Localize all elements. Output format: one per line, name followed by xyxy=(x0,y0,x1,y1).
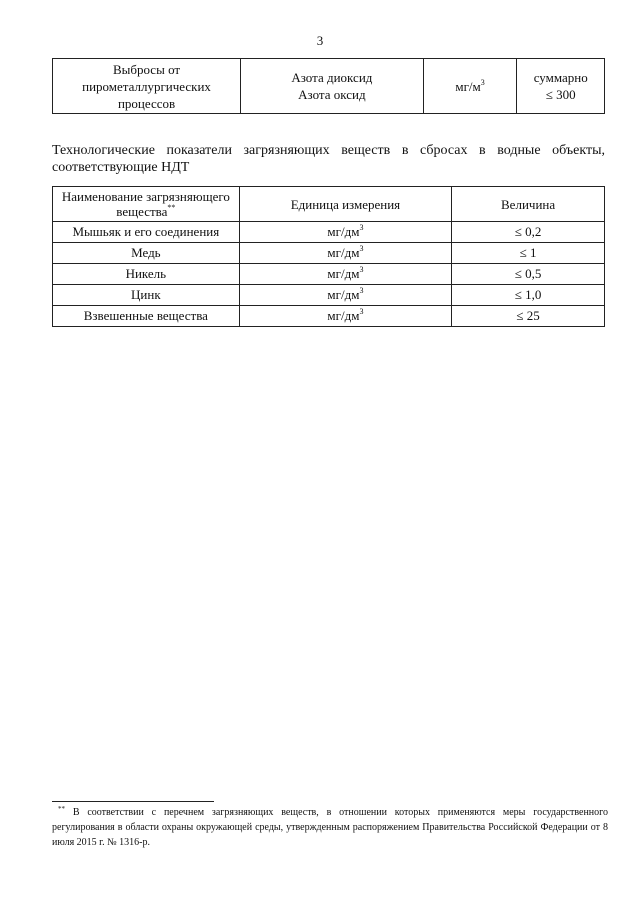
unit-base: мг/дм xyxy=(327,224,360,239)
substance-name-cell: Мышьяк и его соединения xyxy=(53,222,240,243)
value-limit: ≤ 300 xyxy=(545,87,576,102)
substance-cell xyxy=(241,59,424,114)
emission-source-cell: Выбросы от пирометаллургических процессов xyxy=(53,59,241,114)
unit-exponent: 3 xyxy=(359,286,364,295)
unit-cell xyxy=(239,222,451,243)
unit-exponent: 3 xyxy=(359,244,364,253)
page-number: 3 xyxy=(316,33,324,48)
unit-base: мг/дм xyxy=(327,266,360,281)
header-name-text: Наименование загрязняющего вещества xyxy=(61,189,230,219)
footnote-ref: ** xyxy=(167,203,176,212)
substance-name-cell: Никель xyxy=(53,264,240,285)
substance-name: Азота диоксид xyxy=(291,70,373,85)
unit-base: мг/дм xyxy=(327,245,360,260)
unit-exponent: 3 xyxy=(359,307,364,316)
unit-cell xyxy=(423,59,517,114)
unit-base: мг/дм xyxy=(327,287,360,302)
value-cell: ≤ 0,5 xyxy=(452,264,605,285)
table-row xyxy=(53,264,605,285)
table-header-row xyxy=(53,187,605,222)
unit-exponent: 3 xyxy=(480,77,485,87)
unit-cell xyxy=(239,264,451,285)
substance-name-cell: Медь xyxy=(53,243,240,264)
value-qualifier: суммарно xyxy=(533,70,588,85)
unit-cell xyxy=(239,285,451,306)
section-heading: Технологические показатели загрязняющих веществ в сбросах в водные объекты, соответствующие НДТ xyxy=(52,143,605,175)
table-row xyxy=(53,285,605,306)
value-cell xyxy=(517,59,605,114)
unit-base: мг/м xyxy=(455,78,481,94)
unit-base: мг/дм xyxy=(327,308,360,323)
discharge-table xyxy=(52,186,605,327)
value-cell: ≤ 0,2 xyxy=(452,222,605,243)
unit-exponent: 3 xyxy=(359,223,364,232)
footnote-divider xyxy=(52,801,214,802)
table-row xyxy=(53,222,605,243)
value-cell: ≤ 1 xyxy=(452,243,605,264)
unit-exponent: 3 xyxy=(359,265,364,274)
table-row xyxy=(53,243,605,264)
header-unit: Единица измерения xyxy=(239,187,451,222)
header-substance-name xyxy=(53,187,240,222)
value-cell: ≤ 25 xyxy=(452,306,605,327)
value-cell: ≤ 1,0 xyxy=(452,285,605,306)
header-value: Величина xyxy=(452,187,605,222)
emissions-table xyxy=(52,58,605,114)
footnote-text: В соответствии с перечнем загрязняющих веществ, в отношении которых применяются меры государственного регулирования в области охраны окружающей среды, утвержденным распоряжением Правительства Российской Федерации от 8 июля 2015 г. № 1316-р. xyxy=(52,807,609,848)
table-row xyxy=(53,306,605,327)
unit-cell xyxy=(239,306,451,327)
table-row xyxy=(53,59,605,114)
footnote xyxy=(52,805,608,850)
unit-cell xyxy=(239,243,451,264)
footnote-mark: ** xyxy=(58,805,65,813)
substance-name-cell: Взвешенные вещества xyxy=(53,306,240,327)
substance-name-cell: Цинк xyxy=(53,285,240,306)
substance-name: Азота оксид xyxy=(298,87,366,102)
